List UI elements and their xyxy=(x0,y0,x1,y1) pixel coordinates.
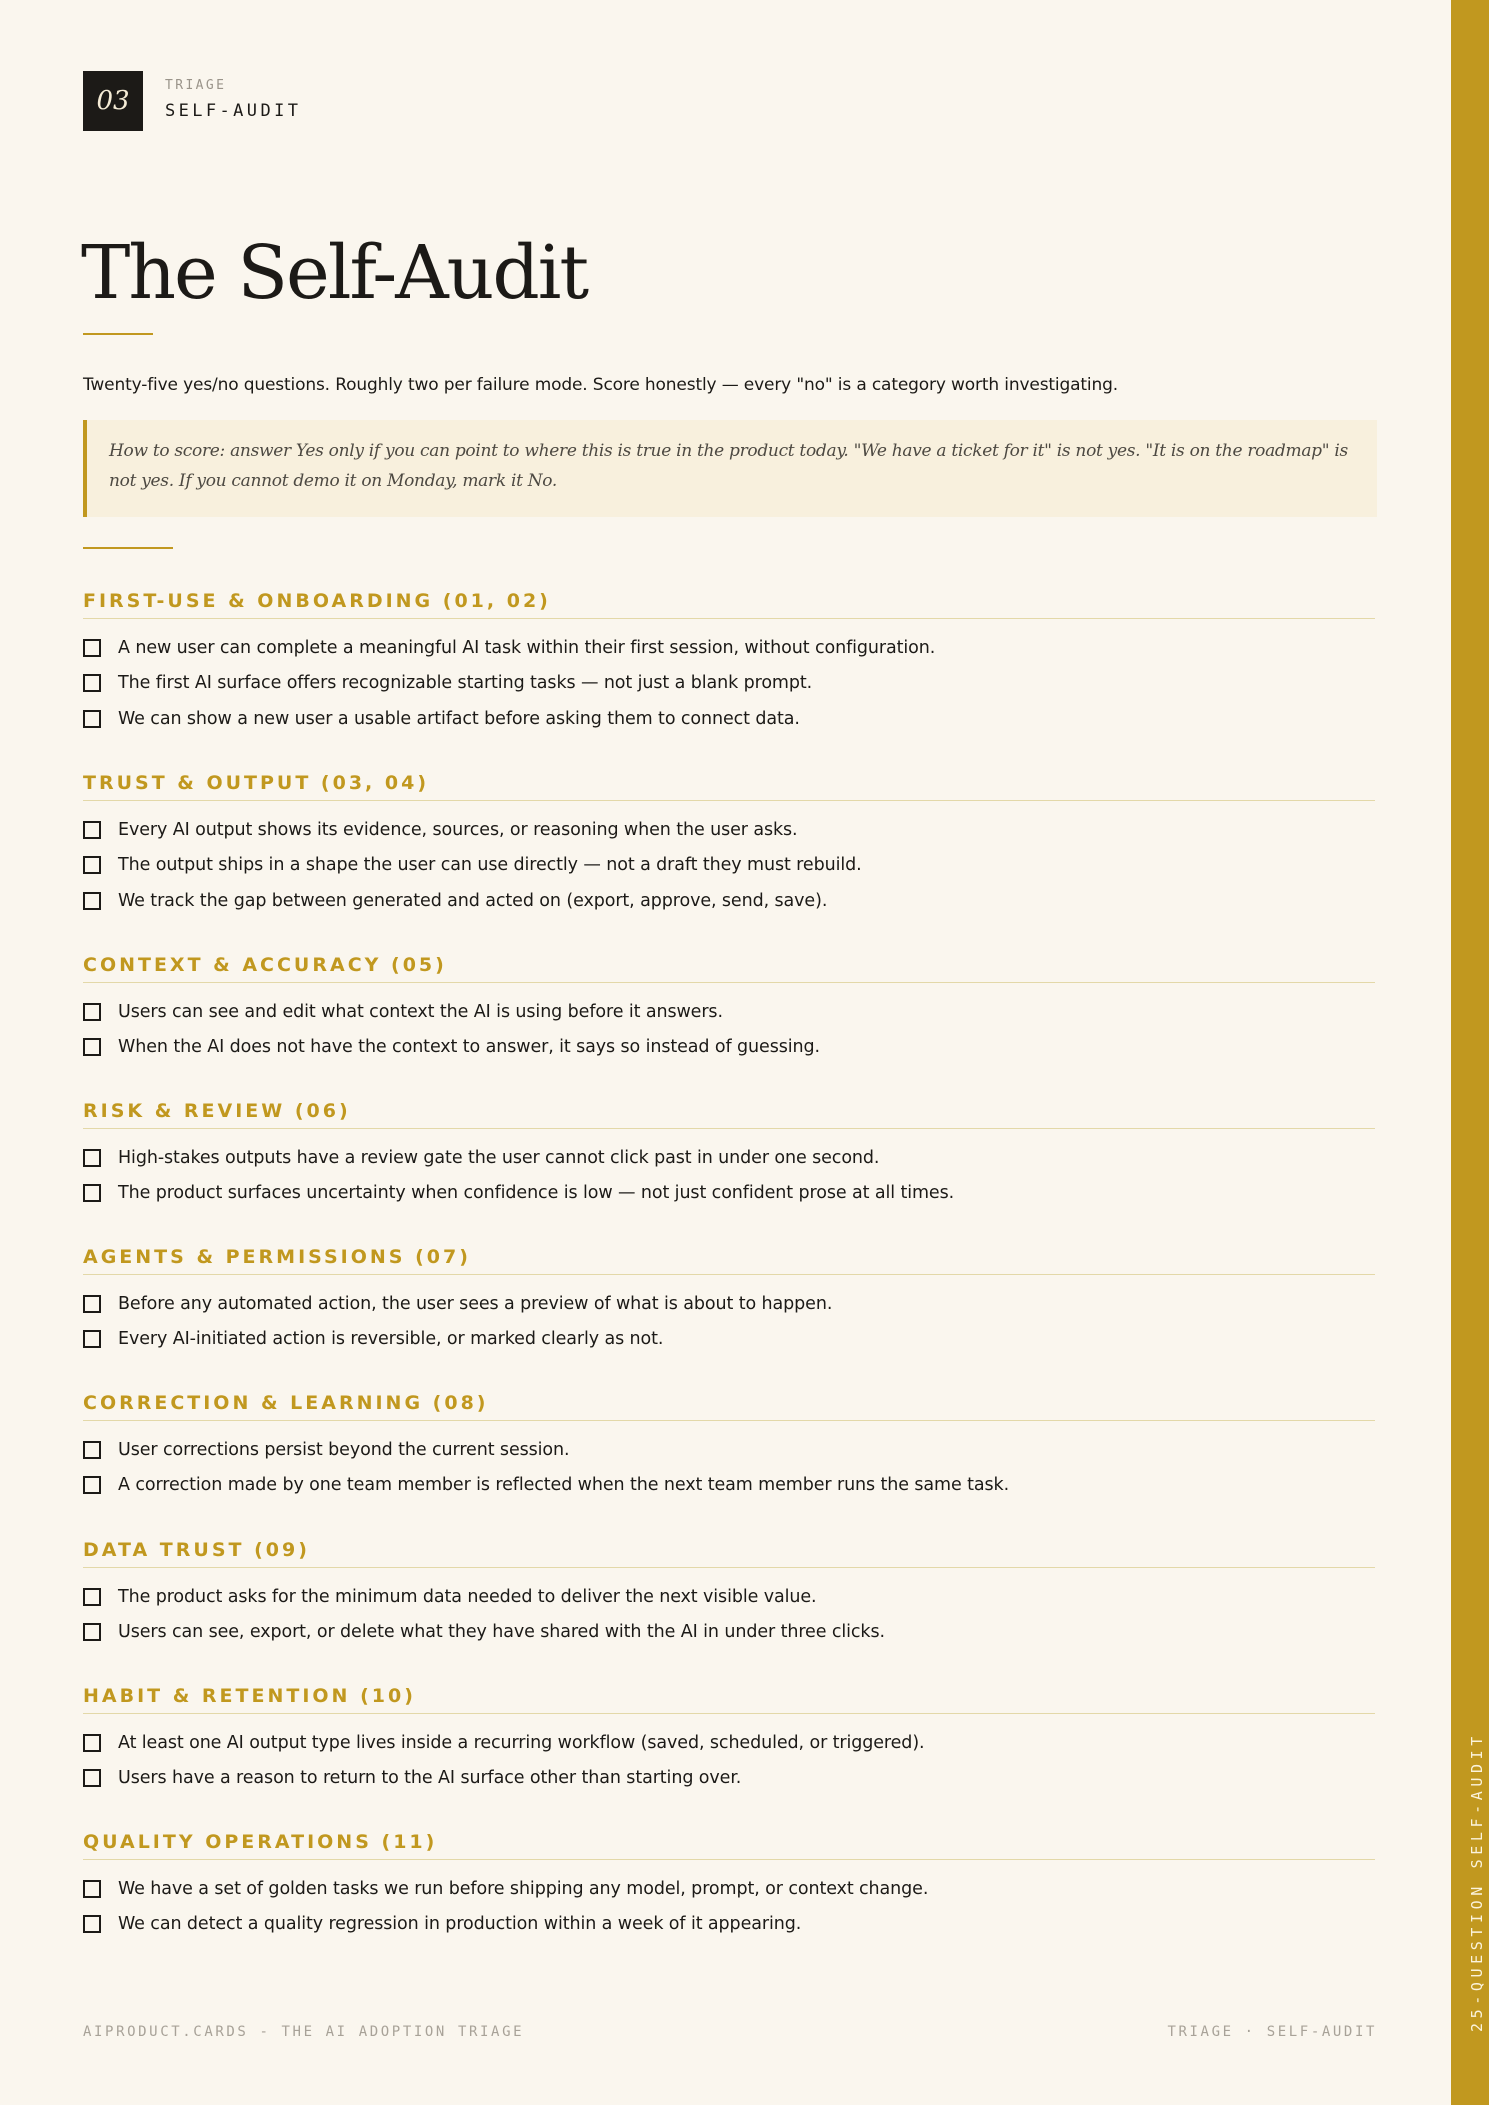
section-divider xyxy=(83,547,173,549)
question-checkbox[interactable] xyxy=(83,1769,101,1787)
group-divider xyxy=(83,800,1375,801)
question-checkbox[interactable] xyxy=(83,892,101,910)
header-section-name: SELF-AUDIT xyxy=(165,101,302,121)
question-checkbox[interactable] xyxy=(83,1330,101,1348)
question-list xyxy=(83,1286,1375,1357)
question-list xyxy=(83,1140,1375,1211)
question-text: At least one AI output type lives inside a recurring workflow (saved, scheduled, or triggered). xyxy=(118,1732,925,1753)
side-accent-bar xyxy=(1451,0,1489,2105)
intro-text: Twenty-five yes/no questions. Roughly two per failure mode. Score honestly — every "no" is a category worth investigating. xyxy=(83,375,1119,395)
scoring-callout: How to score: answer Yes only if you can point to where this is true in the product today. "We have a ticket for it" is not yes. "It is on the roadmap" is not yes. If you cannot demo it on Monday, mark it No. xyxy=(83,420,1377,517)
question-list xyxy=(83,1725,1375,1796)
question-list xyxy=(83,1871,1375,1942)
question-list xyxy=(83,630,1375,737)
question-checkbox[interactable] xyxy=(83,1003,101,1021)
question-group xyxy=(83,1245,1375,1357)
group-divider xyxy=(83,1713,1375,1714)
question-group xyxy=(83,1684,1375,1796)
question-checkbox[interactable] xyxy=(83,1149,101,1167)
question-group xyxy=(83,1391,1375,1503)
question-list xyxy=(83,812,1375,919)
group-divider xyxy=(83,1274,1375,1275)
question-text: Users can see, export, or delete what they have shared with the AI in under three clicks. xyxy=(118,1622,885,1643)
question-checkbox[interactable] xyxy=(83,710,101,728)
question-item[interactable] xyxy=(83,1140,1375,1176)
question-checkbox[interactable] xyxy=(83,1588,101,1606)
group-title: FIRST-USE & ONBOARDING (01, 02) xyxy=(83,590,551,612)
question-checkbox[interactable] xyxy=(83,1880,101,1898)
question-text: We track the gap between generated and acted on (export, approve, send, save). xyxy=(118,890,828,911)
question-checkbox[interactable] xyxy=(83,1623,101,1641)
question-list xyxy=(83,1579,1375,1650)
footer-source: AIPRODUCT.CARDS - THE AI ADOPTION TRIAGE xyxy=(83,2024,525,2040)
question-checkbox[interactable] xyxy=(83,821,101,839)
question-text: A correction made by one team member is reflected when the next team member runs the same task. xyxy=(118,1475,1010,1496)
group-title: RISK & REVIEW (06) xyxy=(83,1100,351,1122)
question-item[interactable] xyxy=(83,848,1375,884)
question-group xyxy=(83,1538,1375,1650)
question-checkbox[interactable] xyxy=(83,1441,101,1459)
question-text: Before any automated action, the user sees a preview of what is about to happen. xyxy=(118,1293,833,1314)
question-checkbox[interactable] xyxy=(83,1915,101,1933)
question-group xyxy=(83,1099,1375,1211)
question-item[interactable] xyxy=(83,1468,1375,1504)
group-title: DATA TRUST (09) xyxy=(83,1539,310,1561)
question-text: When the AI does not have the context to answer, it says so instead of guessing. xyxy=(118,1037,820,1058)
question-text: We have a set of golden tasks we run before shipping any model, prompt, or context change. xyxy=(118,1878,929,1899)
question-text: The product asks for the minimum data needed to deliver the next visible value. xyxy=(118,1586,817,1607)
footer-section: TRIAGE · SELF-AUDIT xyxy=(1167,2024,1377,2040)
chapter-number-badge: 03 xyxy=(83,71,143,131)
group-divider xyxy=(83,982,1375,983)
question-item[interactable] xyxy=(83,1030,1375,1066)
question-list xyxy=(83,994,1375,1065)
question-checkbox[interactable] xyxy=(83,674,101,692)
page-title: The Self-Audit xyxy=(81,230,588,316)
group-divider xyxy=(83,1128,1375,1129)
question-item[interactable] xyxy=(83,1286,1375,1322)
question-checkbox[interactable] xyxy=(83,1038,101,1056)
question-text: The product surfaces uncertainty when confidence is low — not just confident prose at all times. xyxy=(118,1183,955,1204)
group-divider xyxy=(83,618,1375,619)
question-item[interactable] xyxy=(83,994,1375,1030)
question-item[interactable] xyxy=(83,812,1375,848)
question-list xyxy=(83,1432,1375,1503)
question-text: User corrections persist beyond the current session. xyxy=(118,1439,570,1460)
question-text: The first AI surface offers recognizable starting tasks — not just a blank prompt. xyxy=(118,673,813,694)
question-group xyxy=(83,1830,1375,1942)
question-checkbox[interactable] xyxy=(83,1476,101,1494)
group-title: AGENTS & PERMISSIONS (07) xyxy=(83,1246,471,1268)
group-title: CONTEXT & ACCURACY (05) xyxy=(83,954,447,976)
question-item[interactable] xyxy=(83,1579,1375,1615)
question-checkbox[interactable] xyxy=(83,1295,101,1313)
question-item[interactable] xyxy=(83,1761,1375,1797)
group-title: TRUST & OUTPUT (03, 04) xyxy=(83,772,430,794)
question-text: Every AI-initiated action is reversible, or marked clearly as not. xyxy=(118,1329,664,1350)
question-text: Users can see and edit what context the AI is using before it answers. xyxy=(118,1001,723,1022)
group-title: HABIT & RETENTION (10) xyxy=(83,1685,416,1707)
question-item[interactable] xyxy=(83,883,1375,919)
side-label: 25-QUESTION SELF-AUDIT xyxy=(1468,1732,1486,2032)
question-text: A new user can complete a meaningful AI task within their first session, without configuration. xyxy=(118,637,936,658)
question-item[interactable] xyxy=(83,630,1375,666)
question-checkbox[interactable] xyxy=(83,639,101,657)
group-title: CORRECTION & LEARNING (08) xyxy=(83,1392,489,1414)
question-item[interactable] xyxy=(83,1907,1375,1943)
question-text: High-stakes outputs have a review gate the user cannot click past in under one second. xyxy=(118,1147,880,1168)
question-text: We can show a new user a usable artifact before asking them to connect data. xyxy=(118,708,800,729)
question-item[interactable] xyxy=(83,1871,1375,1907)
group-title: QUALITY OPERATIONS (11) xyxy=(83,1831,438,1853)
question-group xyxy=(83,771,1375,919)
question-text: We can detect a quality regression in production within a week of it appearing. xyxy=(118,1914,802,1935)
group-divider xyxy=(83,1859,1375,1860)
question-item[interactable] xyxy=(83,1432,1375,1468)
question-checkbox[interactable] xyxy=(83,1184,101,1202)
group-divider xyxy=(83,1567,1375,1568)
question-group xyxy=(83,953,1375,1065)
question-item[interactable] xyxy=(83,1322,1375,1358)
question-text: Users have a reason to return to the AI surface other than starting over. xyxy=(118,1768,742,1789)
question-item[interactable] xyxy=(83,1176,1375,1212)
question-text: Every AI output shows its evidence, sources, or reasoning when the user asks. xyxy=(118,819,798,840)
question-text: The output ships in a shape the user can use directly — not a draft they must rebuild. xyxy=(118,855,862,876)
question-group xyxy=(83,589,1375,737)
question-checkbox[interactable] xyxy=(83,856,101,874)
question-item[interactable] xyxy=(83,701,1375,737)
question-item[interactable] xyxy=(83,1615,1375,1651)
title-underline xyxy=(83,333,153,335)
question-checkbox[interactable] xyxy=(83,1734,101,1752)
header-kicker: TRIAGE xyxy=(165,78,227,93)
group-divider xyxy=(83,1420,1375,1421)
question-item[interactable] xyxy=(83,666,1375,702)
question-item[interactable] xyxy=(83,1725,1375,1761)
